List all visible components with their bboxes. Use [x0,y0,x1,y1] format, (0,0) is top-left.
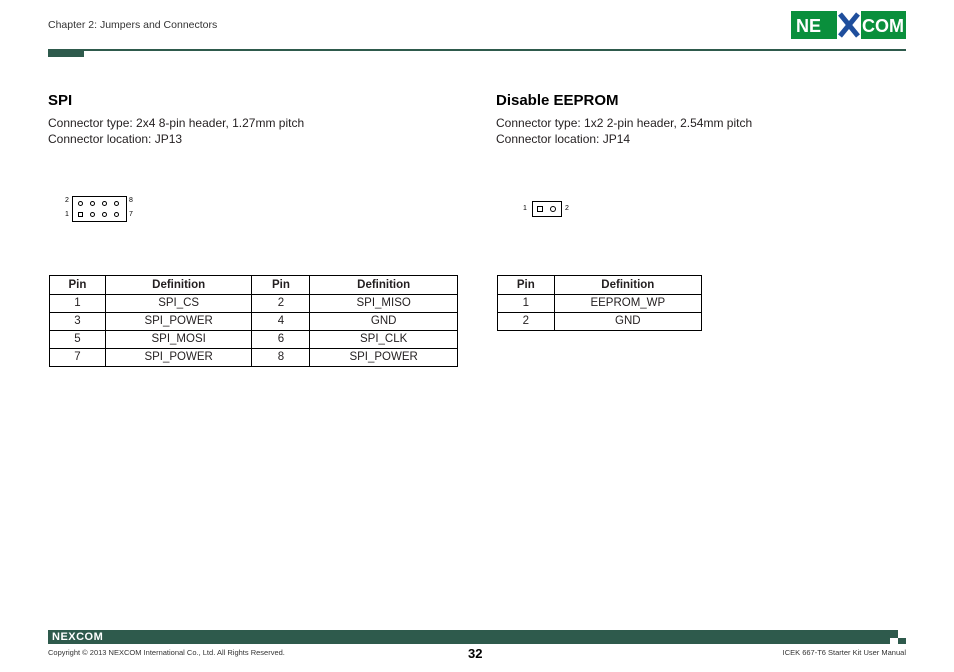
table-cell: 7 [50,349,106,367]
table-cell: GND [554,313,701,331]
col-header: Definition [105,276,252,295]
manual-title: ICEK 667-T6 Starter Kit User Manual [782,648,906,657]
footer-bar [48,630,890,644]
table-cell: SPI_POWER [105,349,252,367]
pin-2 [78,201,83,206]
table-cell: 2 [252,295,310,313]
table-cell: GND [310,313,458,331]
table-cell: SPI_CS [105,295,252,313]
table-row [498,295,702,313]
table-cell: 3 [50,313,106,331]
col-header: Definition [310,276,458,295]
pin-1 [78,212,83,217]
table-cell: 6 [252,331,310,349]
pin-1 [537,206,543,212]
chapter-title: Chapter 2: Jumpers and Connectors [48,19,218,31]
spi-label-7: 7 [129,211,133,218]
table-cell: 8 [252,349,310,367]
spi-connector-type: Connector type: 2x4 8-pin header, 1.27mm pitch [48,116,305,130]
nexcom-logo [791,11,906,39]
spi-label-1: 1 [65,211,69,218]
spi-pin-table [49,275,458,367]
table-row [498,313,702,331]
table-cell: SPI_POWER [105,313,252,331]
table-cell: 2 [498,313,555,331]
col-header: Pin [50,276,106,295]
eeprom-header-body [532,201,562,217]
svg-text:NE: NE [796,16,822,36]
svg-text:COM: COM [862,16,904,36]
eeprom-label-1: 1 [523,205,527,212]
table-cell: SPI_MISO [310,295,458,313]
pin-3 [90,212,95,217]
pin-6 [102,201,107,206]
col-header: Pin [498,276,555,295]
spi-label-2: 2 [65,197,69,204]
eeprom-connector-type: Connector type: 1x2 2-pin header, 2.54mm pitch [496,116,753,130]
page-number: 32 [468,646,483,661]
table-cell: EEPROM_WP [554,295,701,313]
footer-accent-square [898,638,906,644]
footer-nexcom-logo: NEXCOM [52,631,104,643]
copyright-text: Copyright © 2013 NEXCOM International Co., Ltd. All Rights Reserved. [48,648,285,657]
pin-2 [550,206,556,212]
table-cell: 4 [252,313,310,331]
eeprom-heading: Disable EEPROM [496,92,619,109]
header-rule-accent [48,49,84,57]
pin-4 [90,201,95,206]
table-cell: 5 [50,331,106,349]
table-row [50,295,458,313]
table-row [50,313,458,331]
spi-connector-location: Connector location: JP13 [48,132,183,146]
table-header-row [498,276,702,295]
eeprom-pin-table [497,275,702,331]
spi-heading: SPI [48,92,73,109]
table-row [50,349,458,367]
table-cell: 1 [50,295,106,313]
eeprom-label-2: 2 [565,205,569,212]
pin-8 [114,201,119,206]
spi-header-diagram [62,195,142,223]
table-cell: 1 [498,295,555,313]
pin-5 [102,212,107,217]
table-header-row [50,276,458,295]
table-cell: SPI_POWER [310,349,458,367]
pin-7 [114,212,119,217]
spi-header-body [72,196,127,222]
spi-label-8: 8 [129,197,133,204]
table-cell: SPI_CLK [310,331,458,349]
col-header: Definition [554,276,701,295]
eeprom-header-diagram [521,200,576,218]
header-rule [48,49,906,51]
table-row [50,331,458,349]
col-header: Pin [252,276,310,295]
footer-accent-square [890,630,898,638]
table-cell: SPI_MOSI [105,331,252,349]
eeprom-connector-location: Connector location: JP14 [496,132,631,146]
